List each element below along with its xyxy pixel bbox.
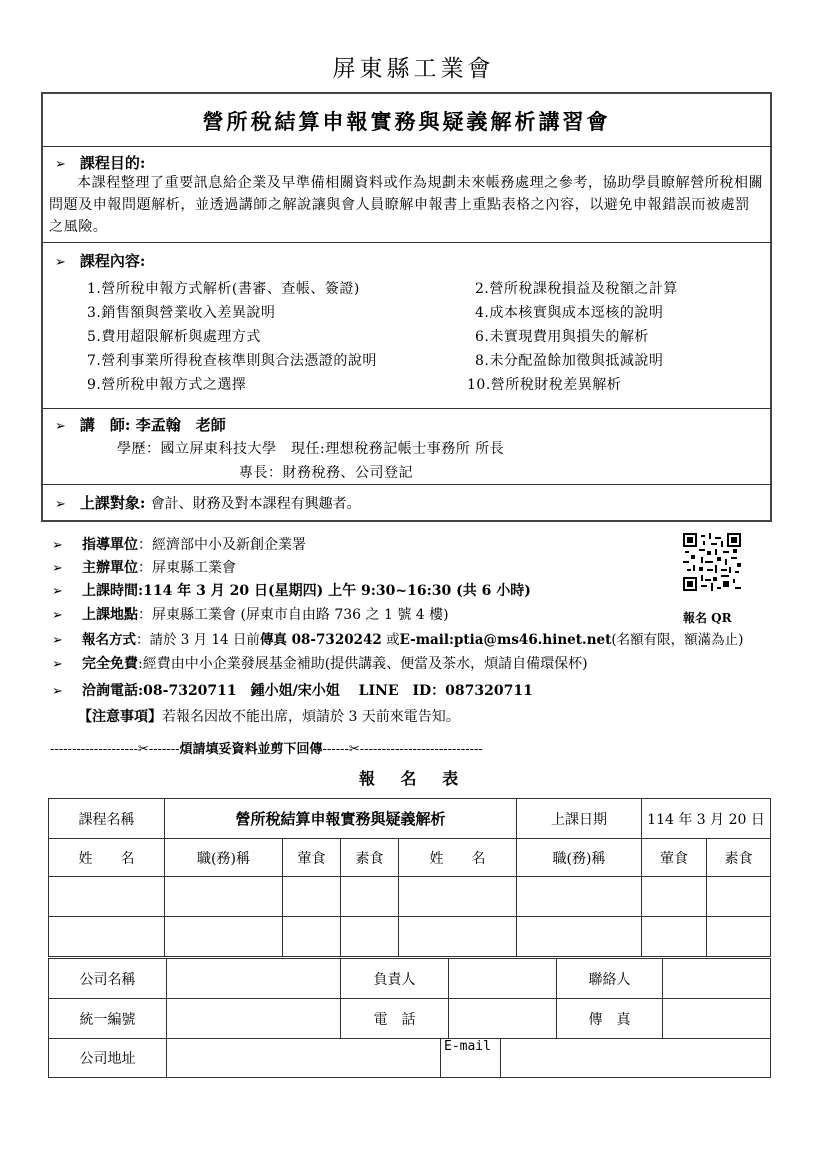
- arrow-bullet-icon: ➢: [52, 608, 63, 623]
- attendee-name-field[interactable]: [49, 877, 165, 917]
- meat-meal-field[interactable]: [642, 917, 707, 957]
- content-item: 4.成本核實與成本逕核的說明: [475, 305, 664, 321]
- col-title-header: 職(務)稱: [165, 839, 283, 877]
- scissors-icon: ✂: [137, 742, 149, 757]
- table-row: [49, 959, 771, 999]
- col-veg-header: 素食: [707, 839, 771, 877]
- owner-label: 負責人: [341, 959, 449, 999]
- course-date-value: 114 年 3 月 20 日: [642, 799, 771, 839]
- class-location: ➢ 上課地點：屏東縣工業會 (屏東市自由路 736 之 1 號 4 樓): [52, 607, 449, 623]
- signup-email: E-mail:ptia@ms46.hinet.net: [399, 632, 612, 648]
- arrow-bullet-icon: ➢: [52, 684, 63, 699]
- course-purpose-section: [43, 146, 770, 243]
- cut-line: --------------------✂-------煩請填妥資料並剪下回傳------✂----------------------------: [50, 742, 483, 757]
- target-heading: ➢ 上課對象: 會計、財務及對本課程有興趣者。: [55, 494, 361, 512]
- course-title-section: [43, 94, 770, 147]
- contact-person-label: 聯絡人: [557, 959, 663, 999]
- arrow-bullet-icon: ➢: [52, 657, 63, 672]
- target-section: [43, 484, 770, 520]
- content-item: 6.未實現費用與損失的解析: [475, 329, 649, 345]
- col-title-header: 職(務)稱: [517, 839, 642, 877]
- fax-label: 傳 真: [557, 999, 663, 1039]
- content-item: 7.營利事業所得稅查核準則與合法憑證的說明: [87, 353, 377, 369]
- attendee-title-field[interactable]: [165, 917, 283, 957]
- contact-person-field[interactable]: [663, 959, 771, 999]
- arrow-bullet-icon: ➢: [55, 157, 66, 172]
- phone-field[interactable]: [449, 999, 557, 1039]
- company-name-label: 公司名稱: [49, 959, 167, 999]
- veg-meal-field[interactable]: [341, 877, 399, 917]
- content-item: 10.營所稅財稅差異解析: [467, 377, 622, 393]
- arrow-bullet-icon: ➢: [52, 633, 63, 648]
- col-veg-header: 素食: [341, 839, 399, 877]
- content-item: 3.銷售額與營業收入差異說明: [87, 305, 276, 321]
- company-table: [48, 958, 771, 1039]
- free-of-charge: ➢ 完全免費:經費由中小企業發展基金補助(提供講義、便當及茶水，煩請自備環保杯): [52, 656, 588, 672]
- table-row: [49, 877, 771, 917]
- company-address-field[interactable]: [167, 1039, 441, 1078]
- contact-phone: ➢ 洽詢電話:08-7320711 鍾小姐/宋小姐 LINE ID：087320711: [52, 683, 533, 699]
- scissors-icon: ✂: [348, 742, 360, 757]
- col-meat-header: 葷食: [642, 839, 707, 877]
- meat-meal-field[interactable]: [283, 877, 341, 917]
- arrow-bullet-icon: ➢: [52, 561, 63, 576]
- content-item: 5.費用超限解析與處理方式: [87, 329, 261, 345]
- teacher-name: 李孟翰 老師: [135, 416, 226, 434]
- guide-unit: ➢ 指導單位：經濟部中小及新創企業署: [52, 537, 306, 553]
- qr-label: 報名 QR: [683, 611, 732, 625]
- fax-field[interactable]: [663, 999, 771, 1039]
- owner-field[interactable]: [449, 959, 557, 999]
- content-heading: ➢ 課程內容:: [55, 252, 146, 270]
- table-row: [49, 839, 771, 877]
- attendee-title-field[interactable]: [517, 917, 642, 957]
- attendee-title-field[interactable]: [517, 877, 642, 917]
- veg-meal-field[interactable]: [707, 917, 771, 957]
- content-item: 2.營所稅課稅損益及稅額之計算: [475, 281, 678, 297]
- course-content-section: [43, 242, 770, 409]
- content-item: 8.未分配盈餘加徵與抵減說明: [475, 353, 664, 369]
- class-time: ➢ 上課時間:114 年 3 月 20 日(星期四) 上午 9:30~16:30 (共 6 小時): [52, 583, 531, 599]
- meat-meal-field[interactable]: [283, 917, 341, 957]
- teacher-education: 學歷：國立屏東科技大學 現任:理想稅務記帳士事務所 所長: [117, 441, 505, 457]
- company-name-field[interactable]: [167, 959, 341, 999]
- teacher-section: [43, 408, 770, 485]
- tax-id-label: 統一編號: [49, 999, 167, 1039]
- arrow-bullet-icon: ➢: [52, 584, 63, 599]
- table-row: [49, 999, 771, 1039]
- email-field[interactable]: [501, 1039, 771, 1078]
- col-name-header: 姓 名: [399, 839, 517, 877]
- col-meat-header: 葷食: [283, 839, 341, 877]
- teacher-specialty: 專長：財務稅務、公司登記: [239, 465, 413, 481]
- veg-meal-field[interactable]: [707, 877, 771, 917]
- arrow-bullet-icon: ➢: [55, 497, 66, 512]
- attendee-name-field[interactable]: [399, 877, 517, 917]
- attendee-title-field[interactable]: [165, 877, 283, 917]
- arrow-bullet-icon: ➢: [55, 419, 66, 434]
- company-address-table: [48, 1038, 771, 1078]
- course-name-value: 營所稅結算申報實務與疑義解析: [165, 799, 517, 839]
- attendee-name-field[interactable]: [399, 917, 517, 957]
- table-row: [49, 1039, 771, 1078]
- purpose-heading: ➢ 課程目的:: [55, 154, 146, 172]
- arrow-bullet-icon: ➢: [55, 255, 66, 270]
- form-title: 報 名 表: [358, 769, 469, 788]
- email-label: E-mail: [441, 1039, 501, 1078]
- tax-id-field[interactable]: [167, 999, 341, 1039]
- signup-qr-code[interactable]: [683, 533, 741, 591]
- course-name-label: 課程名稱: [49, 799, 165, 839]
- attention-note: 【注意事項】若報名因故不能出席，煩請於 3 天前來電告知。: [78, 709, 460, 725]
- arrow-bullet-icon: ➢: [52, 538, 63, 553]
- attendee-name-field[interactable]: [49, 917, 165, 957]
- col-name-header: 姓 名: [49, 839, 165, 877]
- purpose-text: 本課程整理了重要訊息給企業及早準備相關資料或作為規劃未來帳務處理之參考，協助學員瞭解營所稅相關問題及申報問題解析，並透過講師之解說讓與會人員瞭解申報書上重點表格之內容，以避免申報錯誤而被處罰之風險。: [49, 175, 764, 235]
- target-text: 會計、財務及對本課程有興趣者。: [150, 496, 361, 512]
- signup-table: [48, 798, 771, 957]
- content-item: 9.營所稅申報方式之選擇: [87, 377, 247, 393]
- table-row: [49, 799, 771, 839]
- signup-method: ➢ 報名方式：請於 3 月 14 日前傳真 08-7320242 或E-mail:ptia@ms46.hinet.net(名額有限，額滿為止): [52, 632, 744, 648]
- veg-meal-field[interactable]: [341, 917, 399, 957]
- table-row: [49, 917, 771, 957]
- phone-label: 電 話: [341, 999, 449, 1039]
- course-date-label: 上課日期: [517, 799, 642, 839]
- course-title: 營所稅結算申報實務與疑義解析講習會: [202, 109, 611, 134]
- teacher-heading: ➢ 講 師: 李孟翰 老師: [55, 416, 226, 434]
- host-unit: ➢ 主辦單位：屏東縣工業會: [52, 560, 236, 576]
- content-item: 1.營所稅申報方式解析(書審、查帳、簽證): [87, 281, 360, 297]
- company-address-label: 公司地址: [49, 1039, 167, 1078]
- meat-meal-field[interactable]: [642, 877, 707, 917]
- course-info-box: [41, 92, 772, 522]
- organization-name: 屏東縣工業會: [332, 56, 495, 82]
